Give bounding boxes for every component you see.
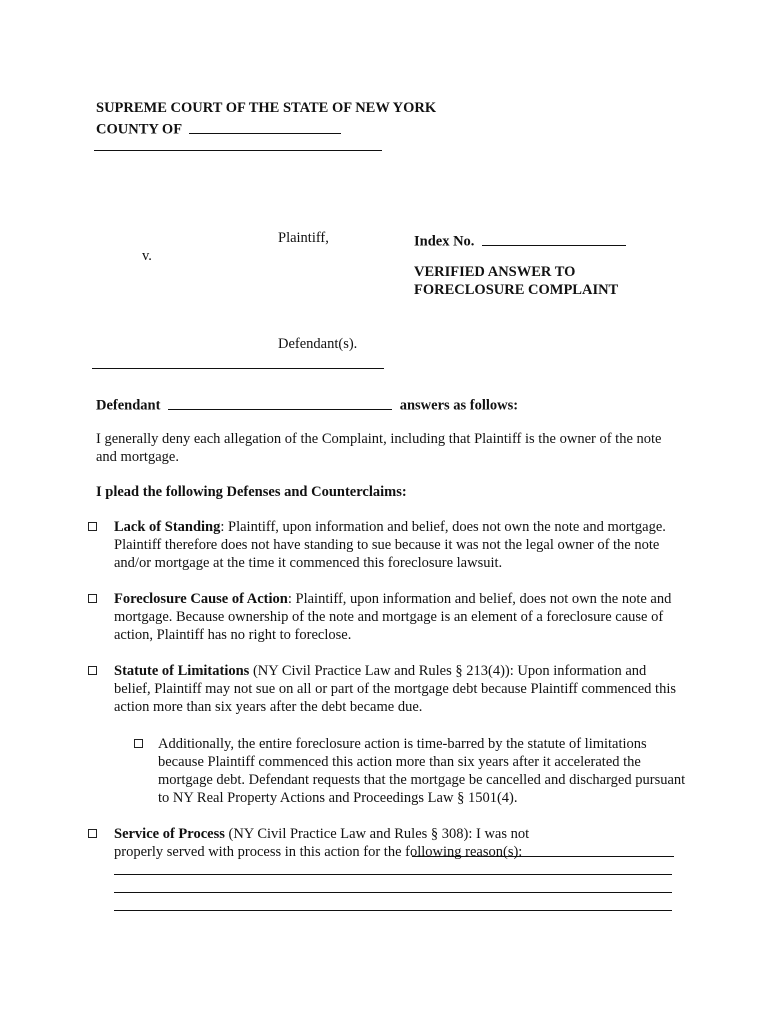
index-number-line [414, 230, 626, 251]
document-title-line1: VERIFIED ANSWER TO [414, 264, 576, 280]
defense-text [114, 590, 684, 644]
versus-text: v. [142, 248, 152, 264]
defendant-answer-blank[interactable] [168, 394, 392, 410]
checkbox[interactable] [134, 739, 143, 748]
plaintiff-label: Plaintiff, [278, 230, 329, 246]
checkbox[interactable] [88, 594, 97, 603]
checkbox[interactable] [88, 666, 97, 675]
service-reason-line-1[interactable] [114, 874, 672, 875]
defense-body: (NY Civil Practice Law and Rules § 213(4)): Upon information and belief, Plaintiff may not sue on all or part of the mortgage debt because Plaintiff commenced this action more than six years after the debt became due. [114, 663, 676, 715]
defendant-label: Defendant(s). [278, 336, 358, 352]
defense-body: (NY Civil Practice Law and Rules § 308): I was not properly served with process in this action for the following reason(s): [114, 826, 530, 860]
index-number-blank[interactable] [482, 230, 626, 246]
county-blank[interactable] [189, 118, 341, 134]
defense-text [114, 662, 684, 716]
defense-text [158, 735, 688, 807]
answer-intro [96, 394, 518, 415]
service-reason-line-0[interactable] [412, 856, 674, 857]
general-denial: I generally deny each allegation of the Complaint, including that Plaintiff is the owner of the note and mortgage. [96, 431, 662, 465]
defense-body: Additionally, the entire foreclosure action is time-barred by the statute of limitations because Plaintiff commenced this action more than six years after it accelerated the mortgage debt. Defendant requests that the mortgage be cancelled and discharged pursuant to NY Real Property Actions and Proceedings Law § 1501(4). [158, 736, 686, 806]
defense-title: Statute of Limitations [114, 663, 250, 679]
defense-text [114, 518, 684, 572]
checkbox[interactable] [88, 522, 97, 531]
defense-title: Foreclosure Cause of Action [114, 591, 288, 607]
index-label: Index No. [414, 233, 475, 250]
defense-body: : Plaintiff, upon information and belief, does not own the note and mortgage. Plaintiff therefore does not have standing to sue because it was not the legal owner of the note and/or mortgage at the time it commenced this foreclosure lawsuit. [114, 519, 666, 571]
defense-body: : Plaintiff, upon information and belief, does not own the note and mortgage. Because ownership of the note and mortgage is an element of a foreclosure cause of action, Plaintiff has no right to foreclose. [114, 591, 672, 643]
plaintiff-name-line[interactable] [94, 150, 382, 151]
defenses-heading: I plead the following Defenses and Counterclaims: [96, 484, 407, 500]
defendant-name-line[interactable] [92, 368, 384, 369]
court-name: SUPREME COURT OF THE STATE OF NEW YORK [96, 100, 437, 116]
defense-title: Service of Process [114, 826, 225, 842]
answers-as-follows: answers as follows: [399, 397, 519, 414]
document-title-line2: FORECLOSURE COMPLAINT [414, 282, 619, 298]
county-label: COUNTY OF [96, 121, 182, 138]
checkbox[interactable] [88, 829, 97, 838]
service-reason-line-3[interactable] [114, 910, 672, 911]
county-line [96, 118, 341, 139]
defendant-word: Defendant [96, 397, 161, 414]
defense-title: Lack of Standing [114, 519, 221, 535]
service-reason-line-2[interactable] [114, 892, 672, 893]
